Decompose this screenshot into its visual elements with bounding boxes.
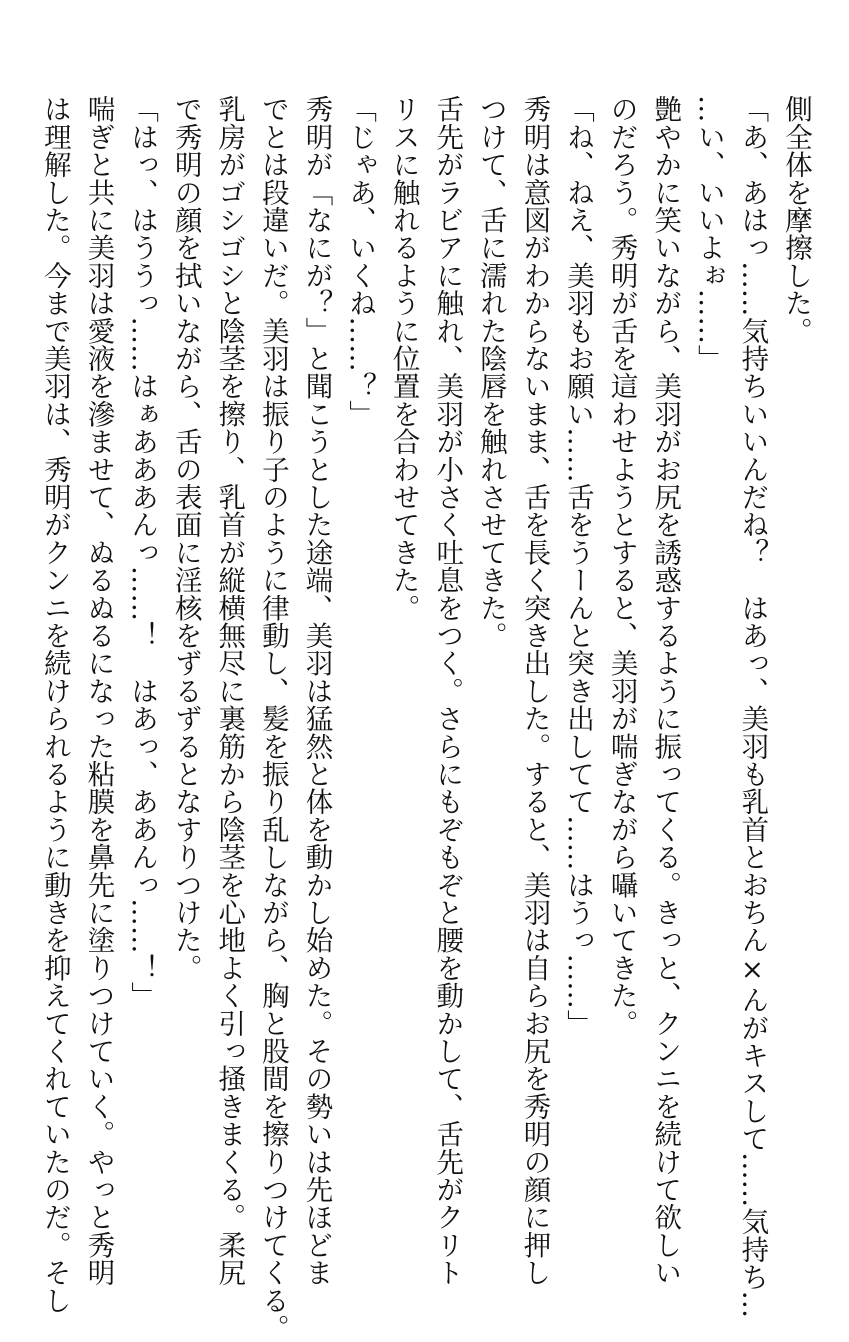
- text-line: つけて、舌に濡れた陰唇を触れさせてきた。: [474, 95, 507, 649]
- text-line: のだろう。秀明が舌を這わせようとすると、美羽が喘ぎながら囁いてきた。: [605, 95, 638, 1037]
- text-line: で秀明の顔を拭いながら、舌の表面に淫核をずるずるとなすりつけた。: [169, 95, 202, 982]
- text-line: 秀明は意図がわからないまま、舌を長く突き出した。すると、美羽は自らお尻を秀明の顔に押し: [518, 95, 551, 1287]
- text-line: …い、いいよぉ……」: [692, 95, 725, 372]
- text-line: 「あ、あはっ……気持ちいいんだね？ はあっ、美羽も乳首とおちん×んがキスして……気持ち…: [736, 95, 769, 1319]
- text-line: 艶やかに笑いながら、美羽がお尻を誘惑するように振ってくる。きっと、クンニを続けて欲しい: [649, 95, 682, 1287]
- text-line: 「じゃあ、いくね……？」: [344, 95, 377, 428]
- text-line: 「はっ、はううっ……はぁあああんっ……！ はあっ、ああんっ……！」: [126, 95, 159, 1010]
- vertical-text-block: [32, 95, 817, 1342]
- text-line: 乳房がゴシゴシと陰茎を擦り、乳首が縦横無尽に裏筋から陰茎を心地よく引っ掻きまくる。柔尻: [213, 95, 246, 1287]
- text-line: リスに触れるように位置を合わせてきた。: [387, 95, 420, 622]
- text-line: でとは段違いだ。美羽は振り子のように律動し、髪を振り乱しながら、胸と股間を擦りつけてくる。: [256, 95, 289, 1342]
- text-line: 喘ぎと共に美羽は愛液を滲ませて、ぬるぬるになった粘膜を鼻先に塗りつけていく。やっと秀明: [82, 95, 115, 1287]
- text-line: 「ね、ねえ、美羽もお願い……舌をうーんと突き出してて……はうっ……」: [562, 95, 595, 1037]
- text-line: 舌先がラビアに触れ、美羽が小さく吐息をつく。さらにもぞもぞと腰を動かして、舌先がクリト: [431, 95, 464, 1287]
- text-line: は理解した。今まで美羽は、秀明がクンニを続けられるように動きを抑えてくれていたのだ。そし: [38, 95, 71, 1314]
- text-line: 側全体を摩擦した。: [780, 95, 812, 345]
- text-line: 秀明が「なにが？」と聞こうとした途端、美羽は猛然と体を動かし始めた。その勢いは先ほどま: [300, 95, 333, 1287]
